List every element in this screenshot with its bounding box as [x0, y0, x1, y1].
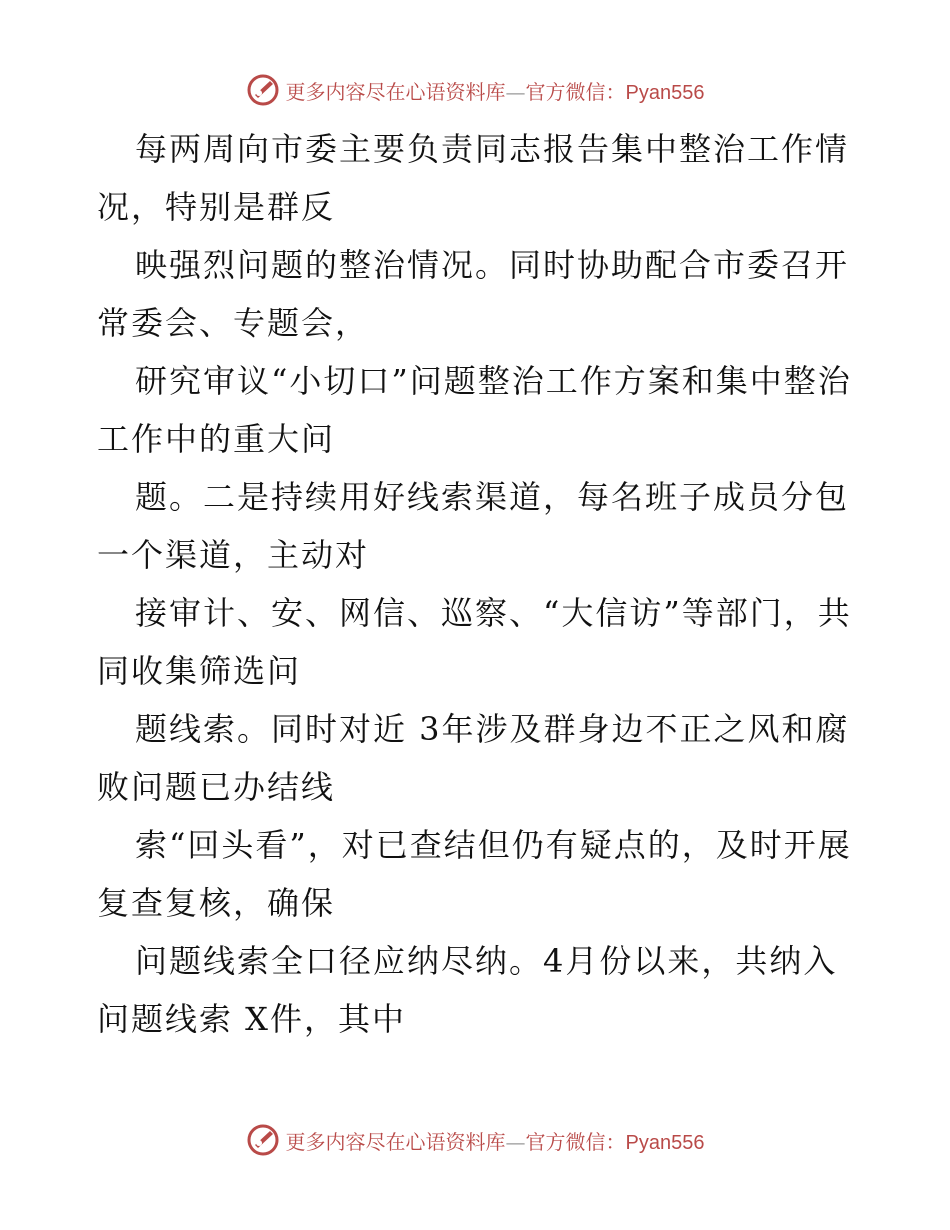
watermark-wechat-label: 官方微信： — [525, 1129, 626, 1154]
seal-logo-icon — [246, 1123, 280, 1157]
watermark-wechat-id: Pyan556 — [625, 81, 705, 104]
watermark-site: 更多内容尽在心语资料库 — [285, 79, 506, 104]
paragraph: 题。二是持续用好线索渠道，每名班子成员分包一个渠道，主动对 — [97, 478, 850, 574]
watermark-text — [286, 1126, 705, 1155]
watermark-site: 更多内容尽在心语资料库 — [285, 1129, 506, 1154]
document-body — [97, 120, 857, 1048]
watermark-separator: — — [505, 1129, 526, 1154]
watermark-separator: — — [505, 79, 526, 104]
paragraph: 映强烈问题的整治情况。同时协助配合市委召开常委会、专题会， — [97, 246, 850, 342]
seal-logo-icon — [246, 73, 280, 107]
watermark-wechat-id: Pyan556 — [625, 1131, 705, 1154]
paragraph: 问题线索全口径应纳尽纳。4月份以来，共纳入问题线索 X件，其中 — [97, 942, 838, 1038]
paragraph: 题线索。同时对近 3年涉及群身边不正之风和腐败问题已办结线 — [97, 710, 850, 806]
watermark-wechat-label: 官方微信： — [525, 79, 626, 104]
paragraph: 研究审议“小切口”问题整治工作方案和集中整治工作中的重大问 — [97, 362, 852, 458]
header-watermark — [0, 70, 950, 110]
footer-watermark — [0, 1120, 950, 1160]
paragraph: 接审计、安、网信、巡察、“大信访”等部门，共同收集筛选问 — [97, 594, 852, 690]
watermark-text — [286, 76, 705, 105]
paragraph: 每两周向市委主要负责同志报告集中整治工作情况，特别是群反 — [97, 130, 850, 226]
paragraph: 索“回头看”，对已查结但仍有疑点的，及时开展复查复核，确保 — [97, 826, 852, 922]
